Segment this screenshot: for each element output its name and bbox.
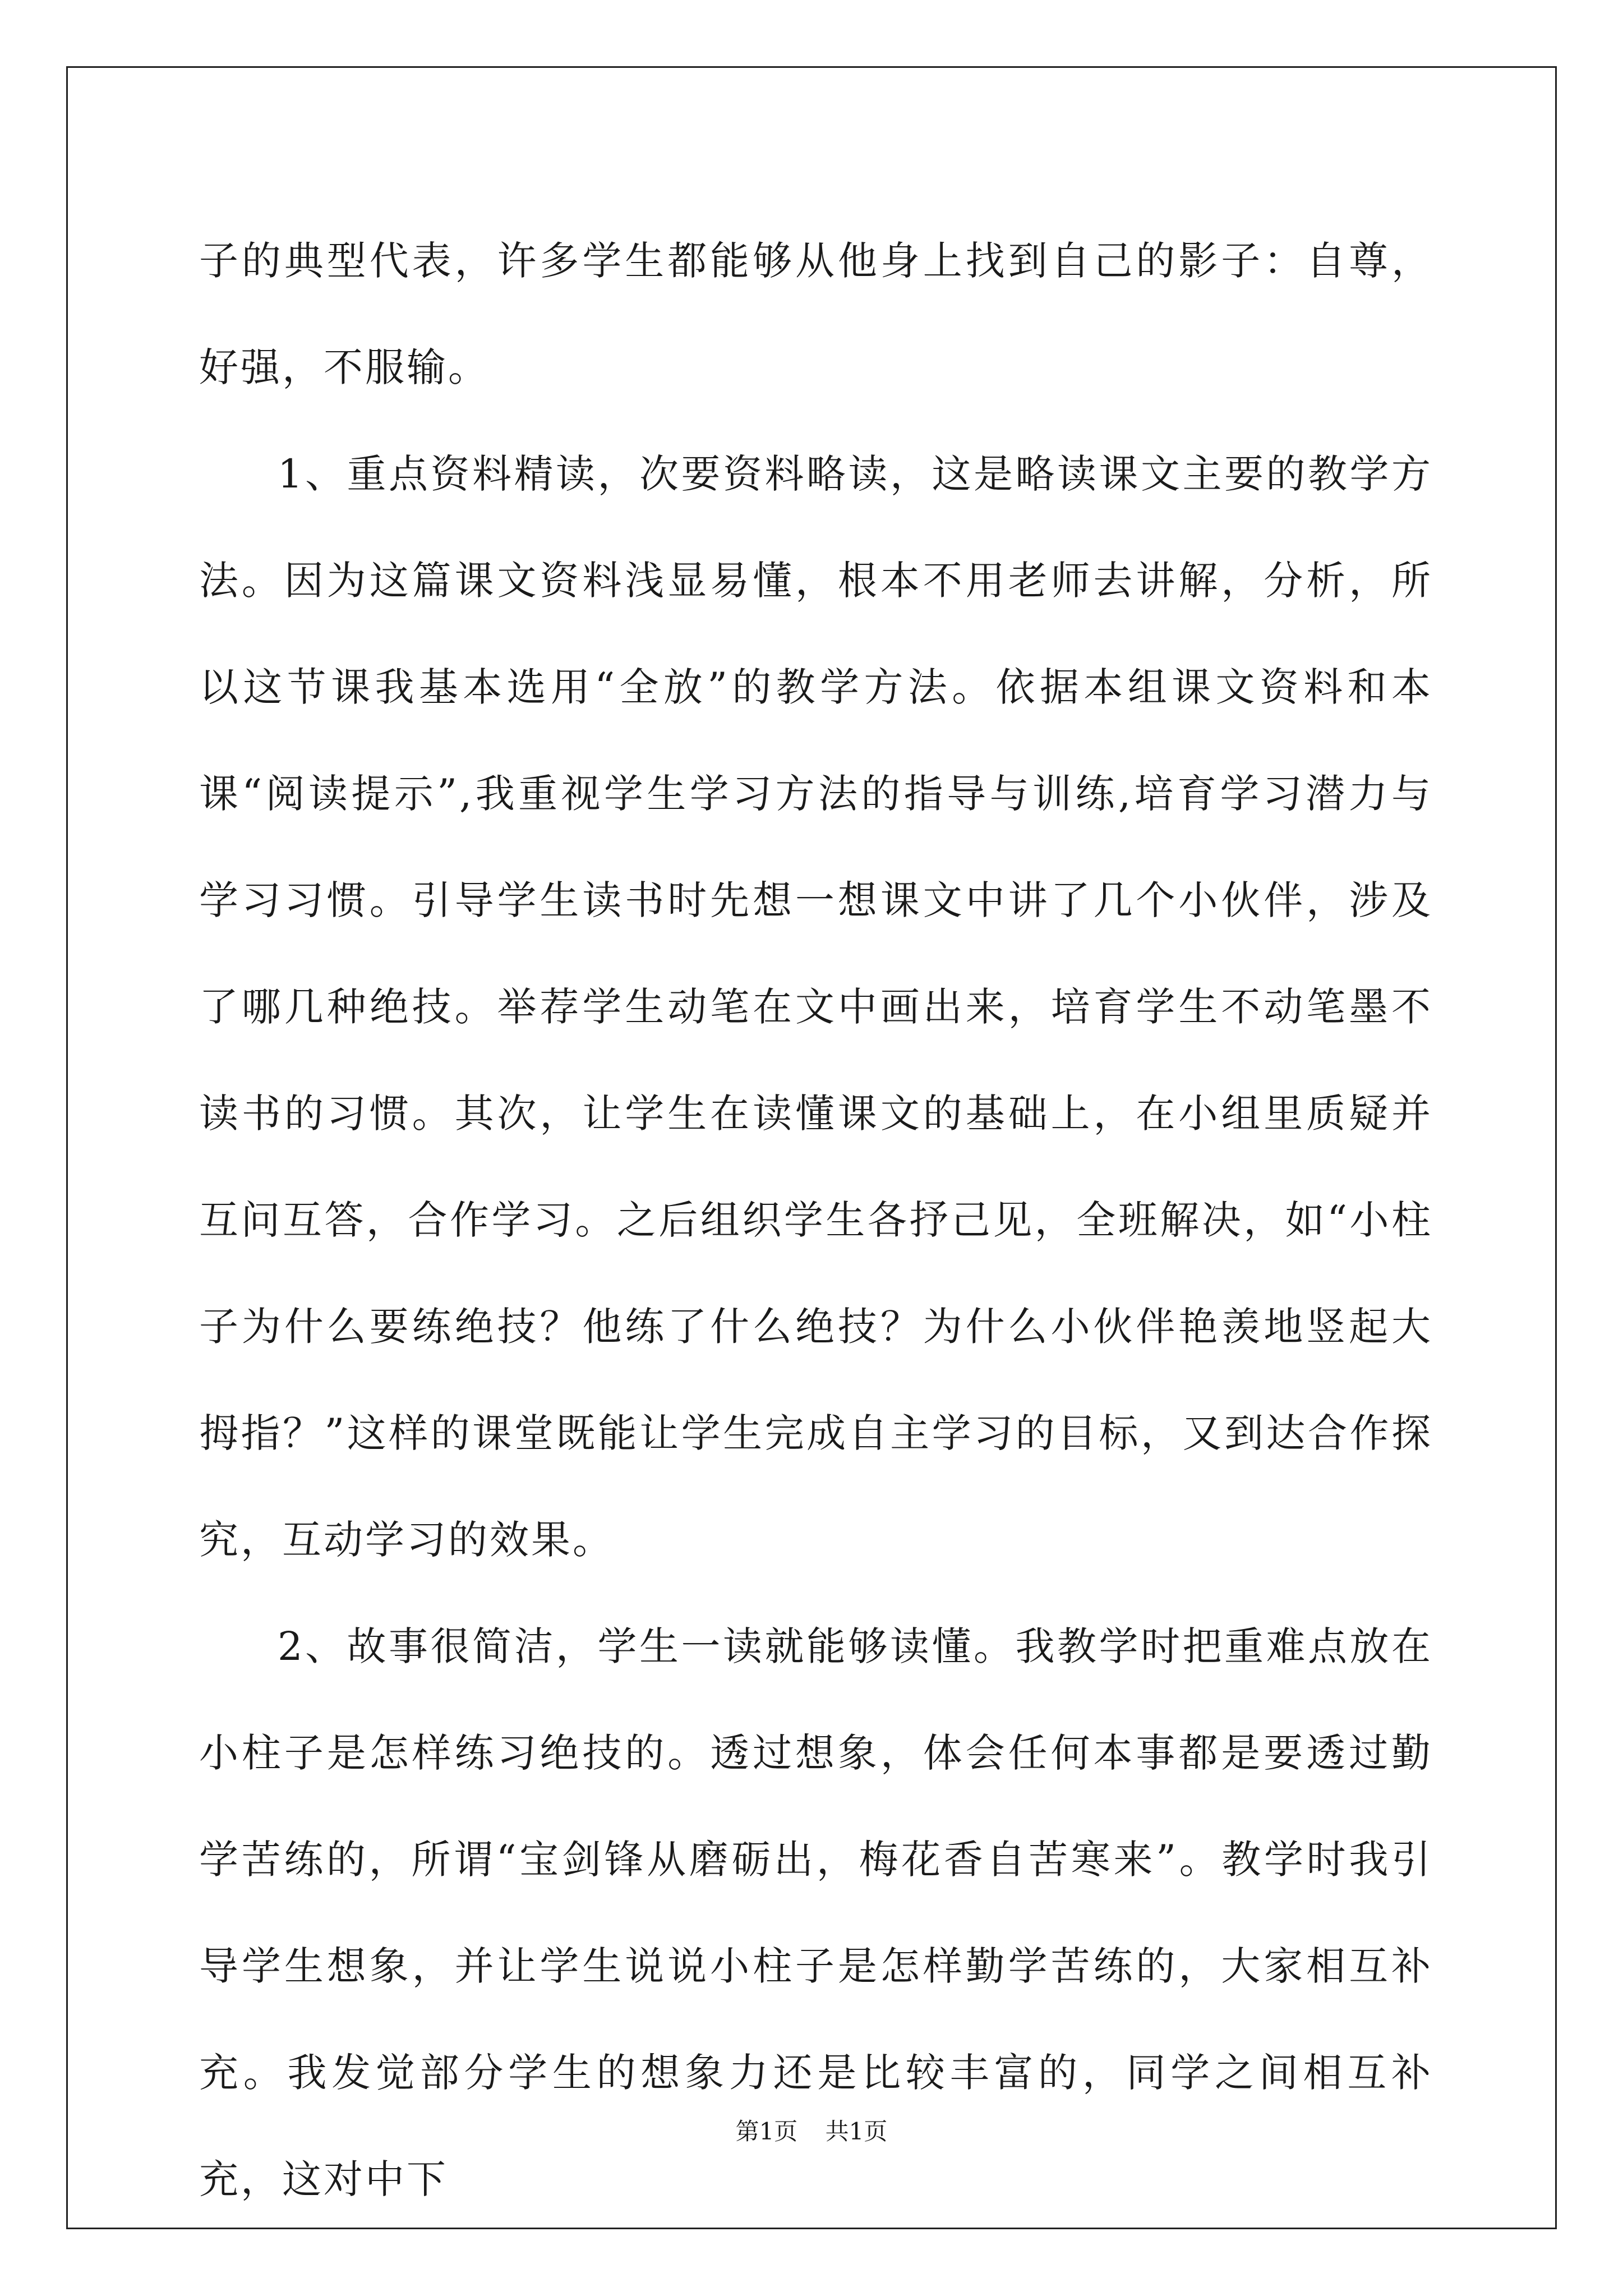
paragraph-point-1: 1、重点资料精读，次要资料略读，这是略读课文主要的教学方法。因为这篇课文资料浅显易懂，根本不用老师去讲解，分析，所以这节课我基本选用“全放”的教学方法。依据本组课文资料和本课“阅读提示”,我重视学生学习方法的指导与训练,培育学习潜力与学习习惯。引导学生读书时先想一想课文中讲了几个小伙伴，涉及了哪几种绝技。举荐学生动笔在文中画出来，培育学生不动笔墨不读书的习惯。其次，让学生在读懂课文的基础上，在小组里质疑并互问互答，合作学习。之后组织学生各抒己见，全班解决，如“小柱子为什么要练绝技？他练了什么绝技？为什么小伙伴艳羡地竖起大拇指？”这样的课堂既能让学生完成自主学习的目标，又到达合作探究，互动学习的效果。 <box>199 451 1433 1563</box>
page-footer <box>0 2115 1623 2148</box>
page-number: 第1页 <box>735 2118 798 2145</box>
document-body <box>199 208 1433 2233</box>
paragraph-point-2: 2、故事很简洁，学生一读就能够读懂。我教学时把重难点放在小柱子是怎样练习绝技的。透过想象，体会任何本事都是要透过勤学苦练的，所谓“宝剑锋从磨砺出，梅花香自苦寒来”。教学时我引导学生想象，并让学生说说小柱子是怎样勤学苦练的，大家相互补充。我发觉部分学生的想象力还是比较丰富的，同学之间相互补充，这对中下 <box>199 1623 1433 2202</box>
page-total: 共1页 <box>825 2118 888 2145</box>
paragraph-continuation: 子的典型代表，许多学生都能够从他身上找到自己的影子：自尊，好强，不服输。 <box>199 238 1433 390</box>
